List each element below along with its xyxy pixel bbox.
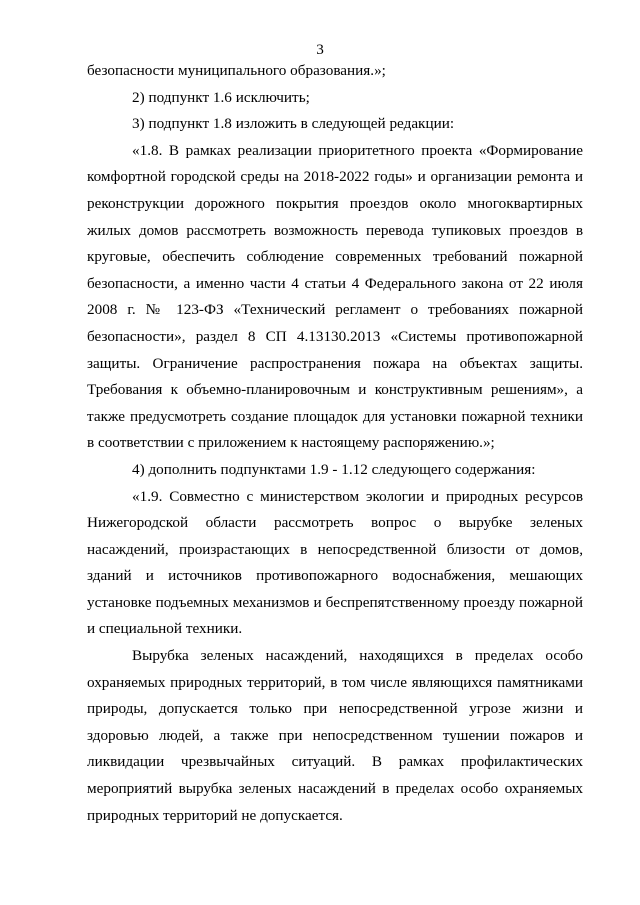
paragraph-continuation: безопасности муниципального образования.»; xyxy=(87,62,386,79)
paragraph-tree-felling: Вырубка зеленых насаждений, находящихся в пределах особо охраняемых природных территорий, в том числе являющихся памятниками природы, допускается только при непосредственной угрозе жизни и здоровью людей, а также при непосредственном тушении пожаров и ликвидации чрезвычайных ситуаций. В рамках профилактических мероприятий вырубка зеленых насаждений в пределах особо охраняемых природных территорий не допускается. xyxy=(87,647,583,824)
paragraph-item-2: 2) подпункт 1.6 исключить; xyxy=(132,88,310,106)
paragraph-subitem-1-9: «1.9. Совместно с министерством экологии и природных ресурсов Нижегородской области рассмотреть вопрос о вырубке зеленых насаждений, произрастающих в непосредственной близости от домов, зданий и источников противопожарного водоснабжения, мешающих установке подъемных механизмов и беспрепятственному проезду пожарной и специальной техники. xyxy=(87,487,583,638)
page-number: 3 xyxy=(316,41,324,58)
paragraph-item-3: 3) подпункт 1.8 изложить в следующей редакции: xyxy=(132,115,455,133)
paragraph-item-4: 4) дополнить подпунктами 1.9 - 1.12 следующего содержания: xyxy=(132,460,536,478)
document-body xyxy=(87,58,583,829)
paragraph-subitem-1-8: «1.8. В рамках реализации приоритетного проекта «Формирование комфортной городской среды на 2018-2022 годы» и организации ремонта и реконструкции дорожного покрытия проездов около многоквартирных жилых домов рассмотреть возможность перевода тупиковых проездов в круговые, обеспечить соблюдение современных требований пожарной безопасности, а именно части 4 статьи 4 Федерального закона от 22 июля 2008 г. № 123-ФЗ «Технический регламент о требованиях пожарной безопасности», раздел 8 СП 4.13130.2013 «Системы противопожарной защиты. Ограничение распространения пожара на объектах защиты. Требования к объемно-планировочным и конструктивным решениям», а также предусмотреть создание площадок для установки пожарной техники в соответствии с приложением к настоящему распоряжению.»; xyxy=(87,141,583,452)
